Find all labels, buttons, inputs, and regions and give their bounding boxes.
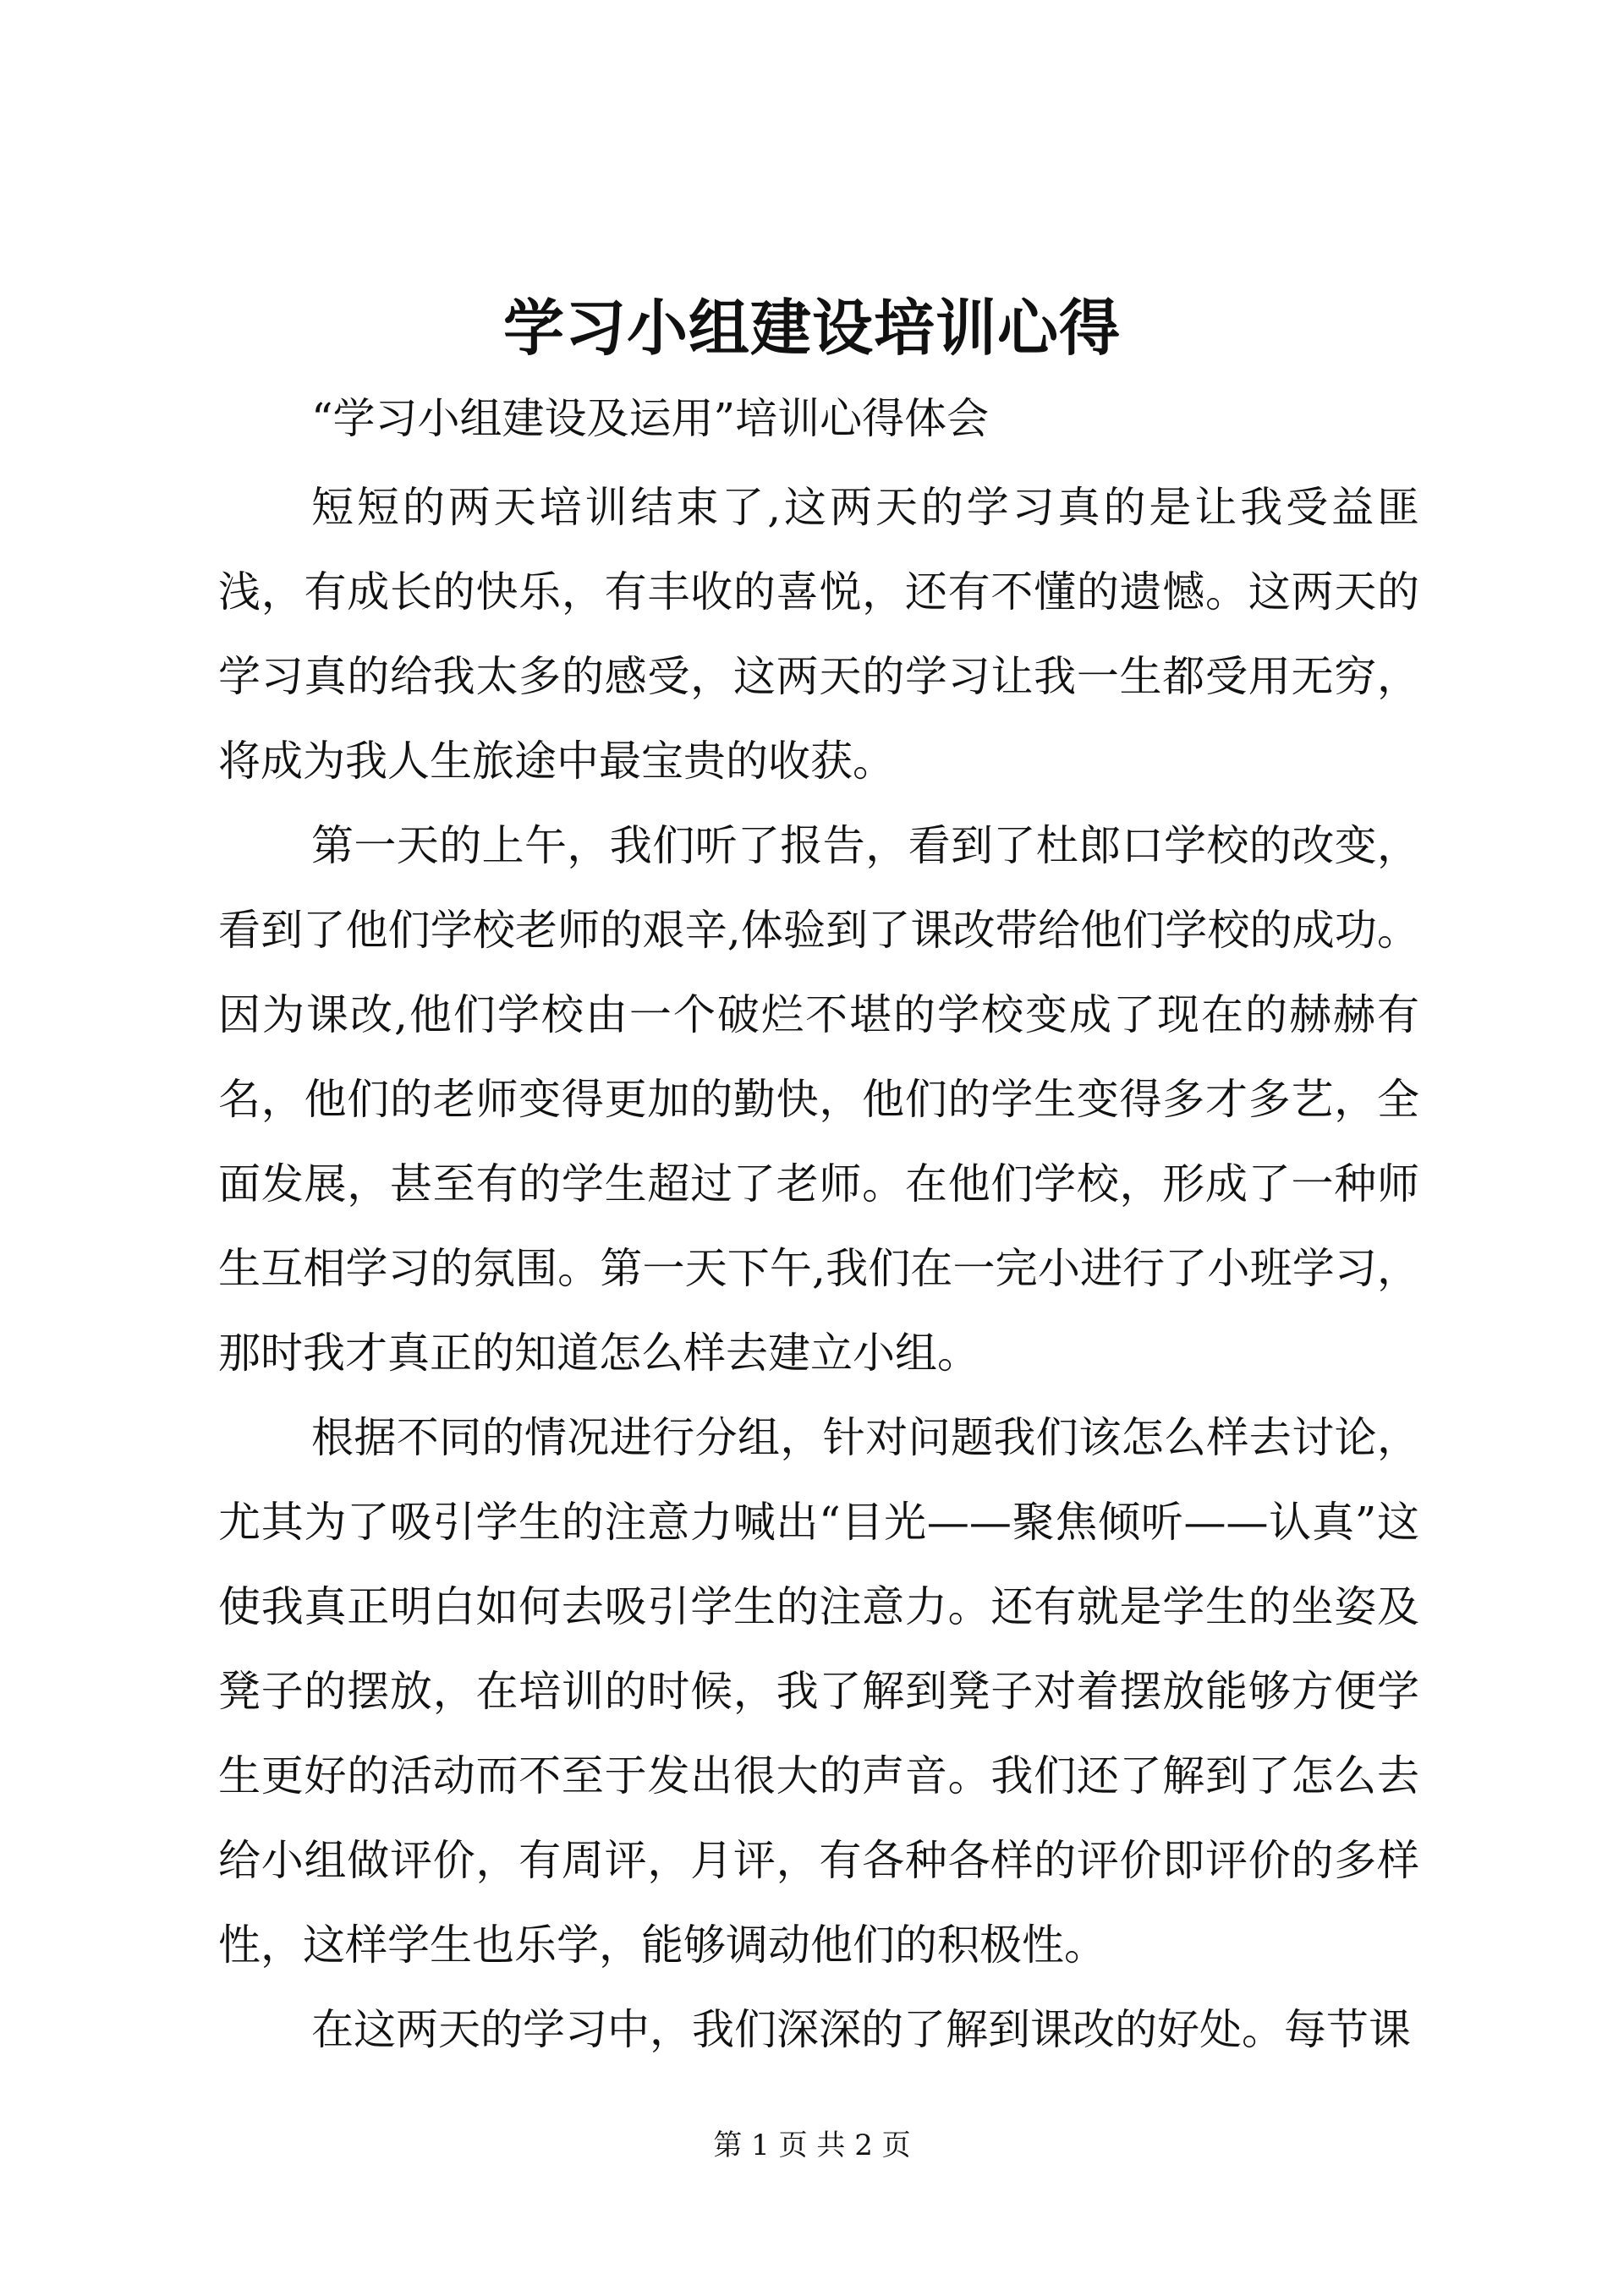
document-subtitle: “学习小组建设及运用”培训心得体会 [311,394,990,443]
document-title: 学习小组建设培训心得 [502,292,1121,364]
paragraph-3: 根据不同的情况进行分组，针对问题我们该怎么样去讨论，尤其为了吸引学生的注意力喊出“目光——聚焦倾听——认真”这使我真正明白如何去吸引学生的注意力。还有就是学生的坐姿及凳子的摆放，在培训的时候，我了解到凳子对着摆放能够方便学生更好的活动而不至于发出很大的声音。我们还了解到了怎么去给小组做评价，有周评，月评，有各种各样的评价即评价的多样性，这样学生也乐学，能够调动他们的积极性。 [218,1413,1419,1970]
paragraph-4: 在这两天的学习中，我们深深的了解到课改的好处。每节课 [311,2005,1411,2054]
paragraph-1: 短短的两天培训结束了,这两天的学习真的是让我受益匪浅，有成长的快乐，有丰收的喜悦，还有不懂的遗憾。这两天的学习真的给我太多的感受，这两天的学习让我一生都受用无穷，将成为我人生旅途中最宝贵的收获。 [218,483,1419,786]
page-footer: 第 1 页 共 2 页 [713,2129,911,2162]
document-body [218,465,1419,2072]
paragraph-2: 第一天的上午，我们听了报告，看到了杜郎口学校的改变，看到了他们学校老师的艰辛,体验到了课改带给他们学校的成功。因为课改,他们学校由一个破烂不堪的学校变成了现在的赫赫有名，他们的老师变得更加的勤快，他们的学生变得多才多艺，全面发展，甚至有的学生超过了老师。在他们学校，形成了一种师生互相学习的氛围。第一天下午,我们在一完小进行了小班学习，那时我才真正的知道怎么样去建立小组。 [218,821,1419,1378]
